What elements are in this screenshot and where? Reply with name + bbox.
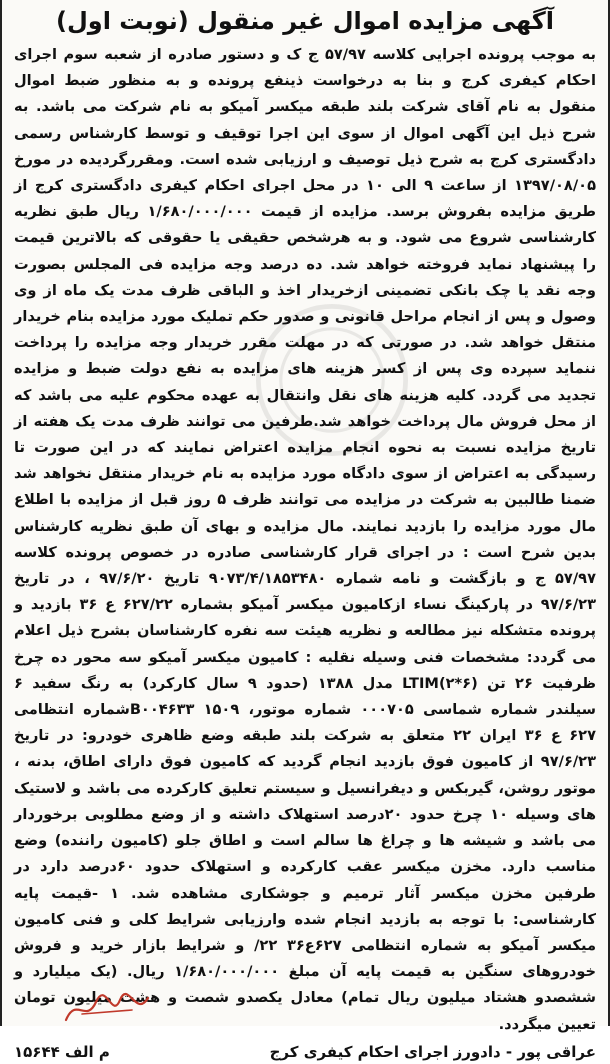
notice-footer: [14, 1040, 596, 1064]
notice-body: به موجب پرونده اجرایی کلاسه ۵۷/۹۷ ج ک و دستور صادره از شعبه سوم اجرای احکام کیفری کرج و بنا به درخواست ذینفع پرونده و به منظور ضبط اموال منقول به نام آقای شرکت بلند طبقه میکسر آمیکو به نام شرکت می باشد. به شرح ذیل این آگهی اموال از سوی این اجرا توقیف و توسط کارشناس رسمی دادگستری کرج به شرح ذیل توصیف و ارزیابی شده است. ومقررگردیده در مورخ ۱۳۹۷/۰۸/۰۵ از ساعت ۹ الی ۱۰ در محل اجرای احکام کیفری دادگستری کرج از طریق مزایده بفروش برسد. مزایده از قیمت ۱/۶۸۰/۰۰۰/۰۰۰ ریال طبق نظریه کارشناسی شروع می شود. و به هرشخص حقیقی یا حقوقی که بالاترین قیمت را پیشنهاد نماید فروخته خواهد شد. ده درصد وجه مزایده فی المجلس بصورت وجه نقد یا چک بانکی تضمینی ازخریدار اخذ و الباقی ظرف مدت یک ماه از وی وصول و پس از انجام مراحل قانونی و صدور حکم تملیک مورد مزایده بنام خریدار منتقل خواهد شد. در صورتی که در مهلت مقرر خریدار وجه مزایده را پرداخت ننماید سپرده وی پس از کسر هزینه های مزایده به نفع دولت ضبط و مزایده تجدید می گردد. کلیه هزینه های نقل وانتقال به عهده محکوم علیه می باشد که از محل فروش مال پرداخت خواهد شد.طرفین می توانند ظرف مدت یک هفته از تاریخ مزایده نسبت به نحوه انجام مزایده اعتراض نمایند که در این صورت تا رسیدگی به اعتراض از سوی دادگاه مورد مزایده به نام خریدار منتقل نخواهد شد ضمنا طالبین به شرکت در مزایده می توانند ظرف ۵ روز قبل از مزایده با اطلاع مال مورد مزایده را بازدید نمایند. مال مزایده و بهای آن طبق نظریه کارشناس بدین شرح است : در اجرای قرار کارشناسی صادره در خصوص پرونده کلاسه ۵۷/۹۷ ج و بازگشت و نامه شماره ۹۰۷۳/۴/۱۸۵۳۴۸۰ تاریخ ۹۷/۶/۲۰ ، در تاریخ ۹۷/۶/۲۳ در پارکینگ نساء ازکامیون میکسر آمیکو بشماره ۶۲۷/۲۲ ع ۳۶ بازدید و پرونده متشکله نیز مطالعه و نظریه هیئت سه نفره کارشناسان بشرح ذیل اعلام می گردد: مشخصات فنی وسیله نقلیه : کامیون میکسر آمیکو سه محور ده چرخ ظرفیت ۲۶ تن (۶*۲)LTIM مدل ۱۳۸۸ (حدود ۹ سال کارکرد) به رنگ سفید ۶ سیلندر شماره شماسی ۰۰۰۷۰۵ شماره موتور، B۰۰۴۶۳۳ ۱۵۰۹شماره انتظامی ۶۲۷ ع ۳۶ ایران ۲۲ متعلق به شرکت بلند طبقه وضع ظاهری خودرو: در تاریخ ۹۷/۶/۲۳ از کامیون فوق بازدید انجام گردید که کامیون فوق دارای اطاق، بدنه ، موتور روشن، گیربکس و دیفرانسیل و سیستم تعلیق کارکرده می باشد و لاستیک های وسیله ۱۰ چرخ حدود ۲۰درصد استهلاک داشته و از وضع مطلوبی برخوردار می باشد و شیشه ها و چراغ ها سالم است و اطاق جلو (کامیون راننده) وضع مناسب دارد. مخزن میکسر عقب کارکرده و استهلاک حدود ۶۰درصد دارد در طرفین مخزن میکسر آثار ترمیم و جوشکاری مشاهده شد. ۱ -قیمت پایه کارشناسی: با توجه به بازدید انجام شده وارزیابی شرایط کلی و فنی کامیون میکسر آمیکو به شماره انتظامی ۶۲۷ع۳۶ ۲۲/ و شرایط بازار خرید و فروش خودروهای سنگین به قیمت پایه آن مبلغ ۱/۶۸۰/۰۰۰/۰۰۰ ریال. (یک میلیارد و ششصدو هشتاد میلیون ریال تمام) معادل یکصدو شصت و هشت میلیون تومان تعیین میگردد.: [14, 46, 597, 1033]
signer-name: عراقی پور - دادورز اجرای احکام کیفری کرج: [269, 1042, 596, 1061]
reference-code: م الف ۱۵۶۴۴: [14, 1042, 110, 1061]
notice-title: آگهی مزایده اموال غیر منقول (نوبت اول): [56, 7, 554, 35]
